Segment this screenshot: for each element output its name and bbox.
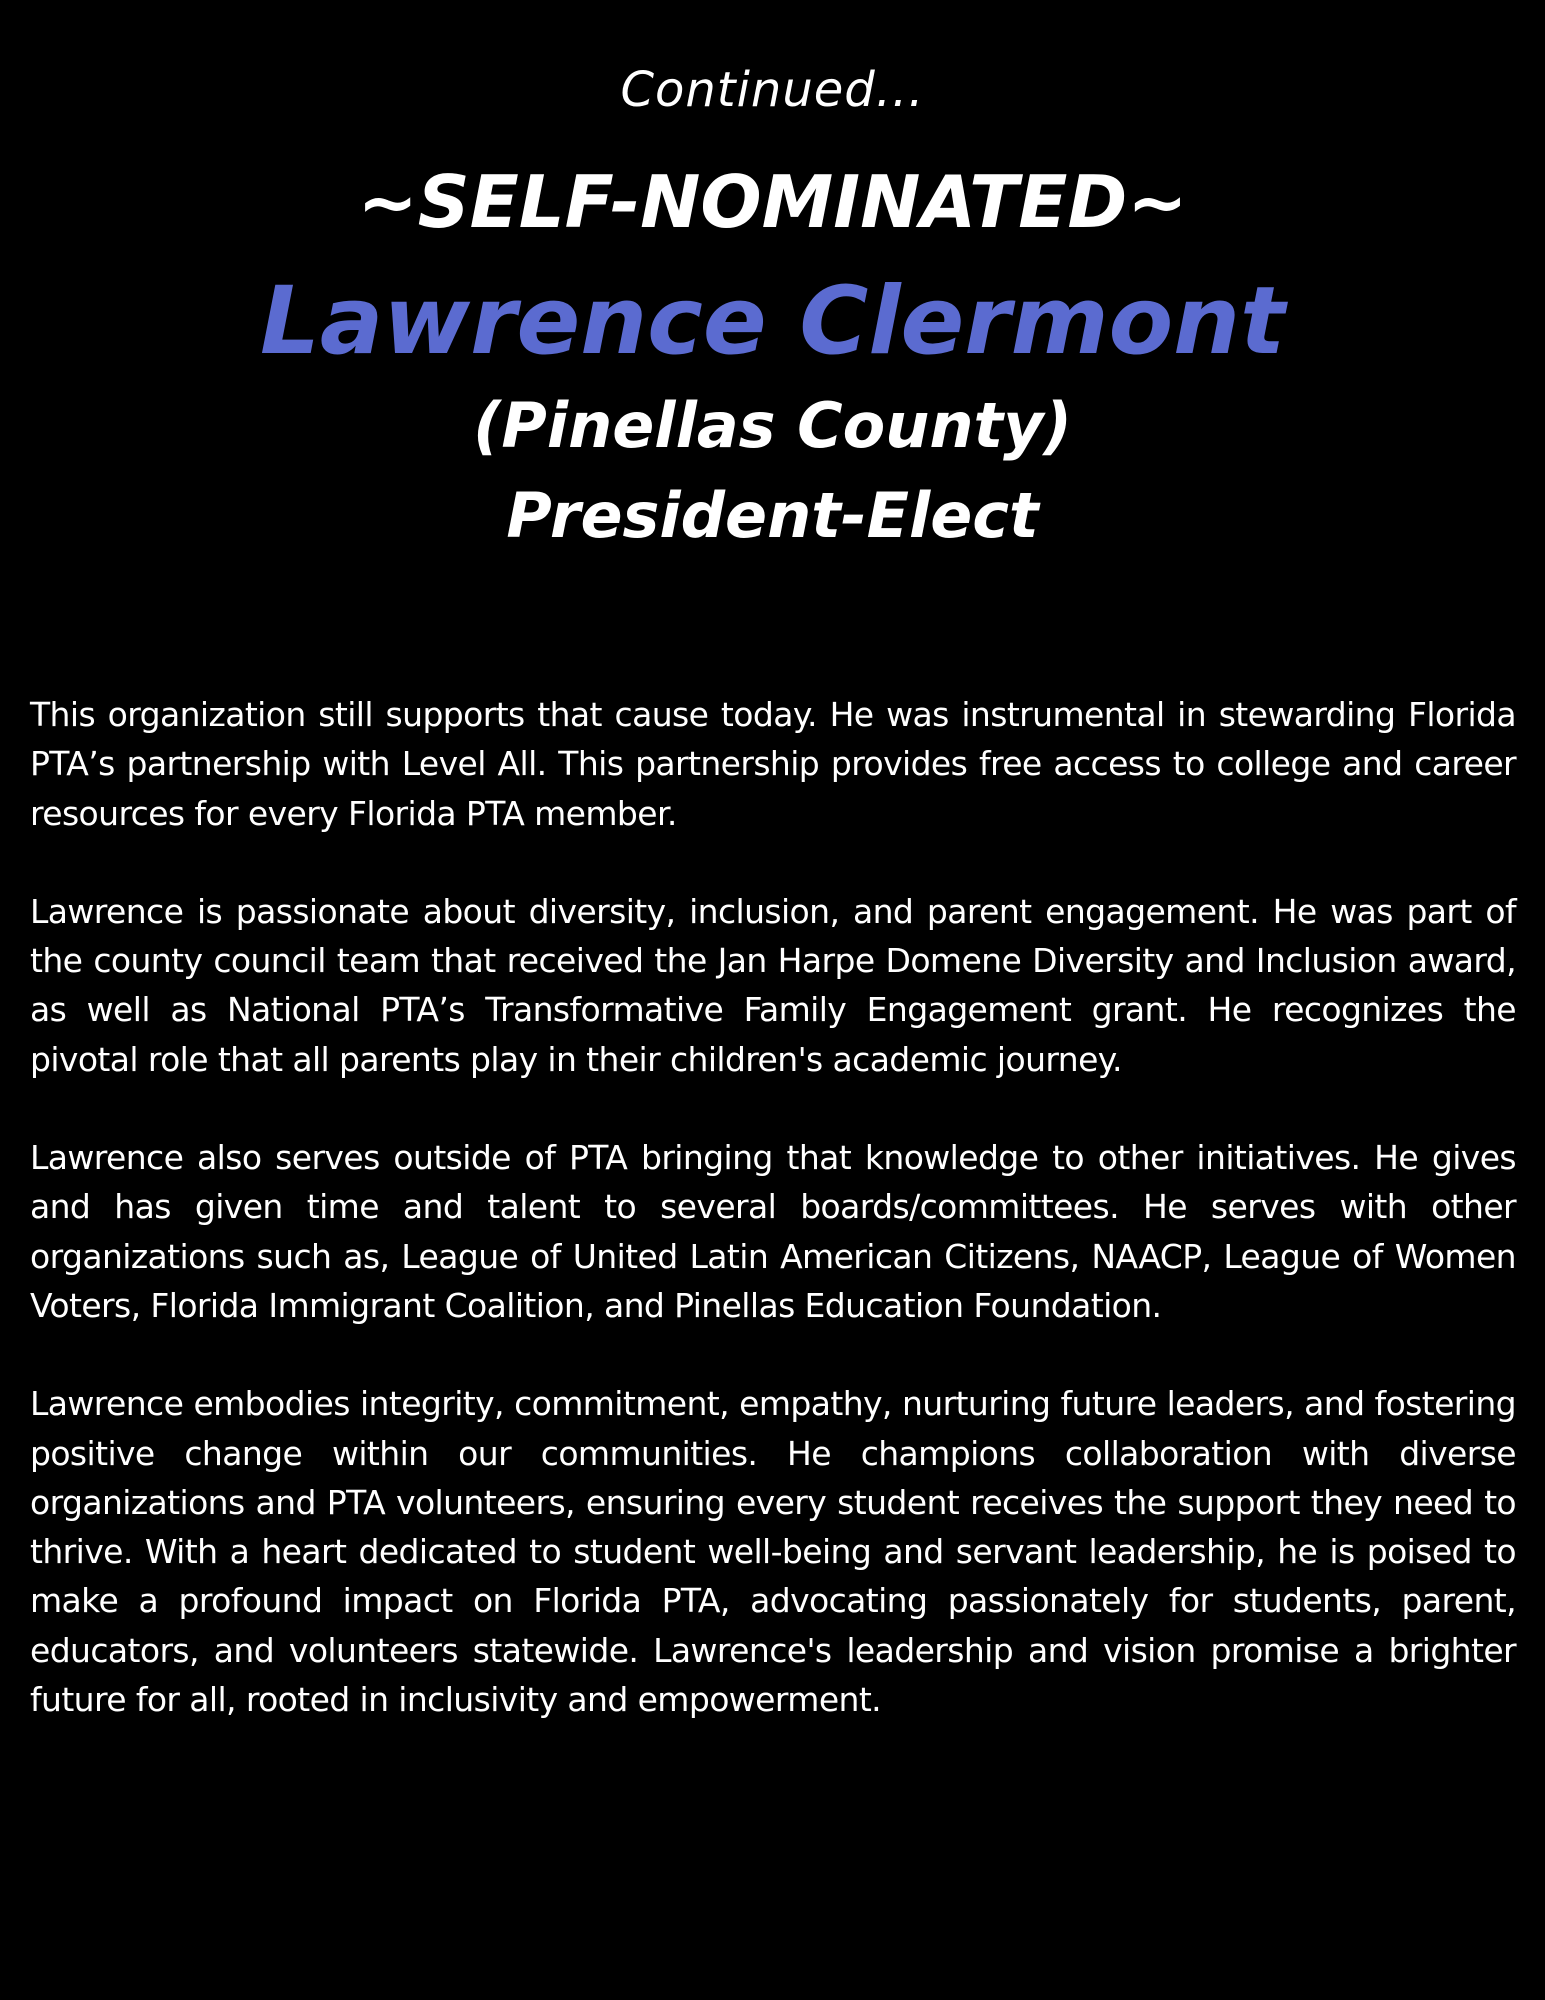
continued-label: Continued...: [620, 62, 925, 118]
bio-paragraph: Lawrence is passionate about diversity, inclusion, and parent engagement. He was part of the county council team that received the Jan Harpe Domene Diversity and Inclusion award, as well as National PTA’s Transformative Family Engagement grant. He recognizes the pivotal role that all parents play in their children's academic journey.: [30, 891, 1516, 1079]
nomination-type-heading: ~SELF-NOMINATED~: [357, 160, 1188, 244]
candidate-county: (Pinellas County): [473, 389, 1072, 462]
bio-paragraph: Lawrence embodies integrity, commitment, empathy, nurturing future leaders, and fostering positive change within our communities. He champions collaboration with diverse organizations and PTA volunteers, ensuring every student receives the support they need to thrive. With a heart dedicated to student well-being and servant leadership, he is poised to make a profound impact on Florida PTA, advocating passionately for students, parent, educators, and volunteers statewide. Lawrence's leadership and vision promise a brighter future for all, rooted in inclusivity and empowerment.: [30, 1384, 1516, 1720]
candidate-position: President-Elect: [506, 479, 1039, 552]
candidate-bio: [30, 690, 1516, 1773]
bio-paragraph: Lawrence also serves outside of PTA bringing that knowledge to other initiatives. He gives and has given time and talent to several boards/committees. He serves with other organizations such as, League of United Latin American Citizens, NAACP, League of Women Voters, Florida Immigrant Coalition, and Pinellas Education Foundation.: [30, 1138, 1516, 1325]
candidate-name: Lawrence Clermont: [259, 267, 1286, 376]
bio-paragraph: This organization still supports that cause today. He was instrumental in stewarding Florida PTA’s partnership with Level All. This partnership provides free access to college and career resources for every Florida PTA member.: [30, 695, 1516, 833]
